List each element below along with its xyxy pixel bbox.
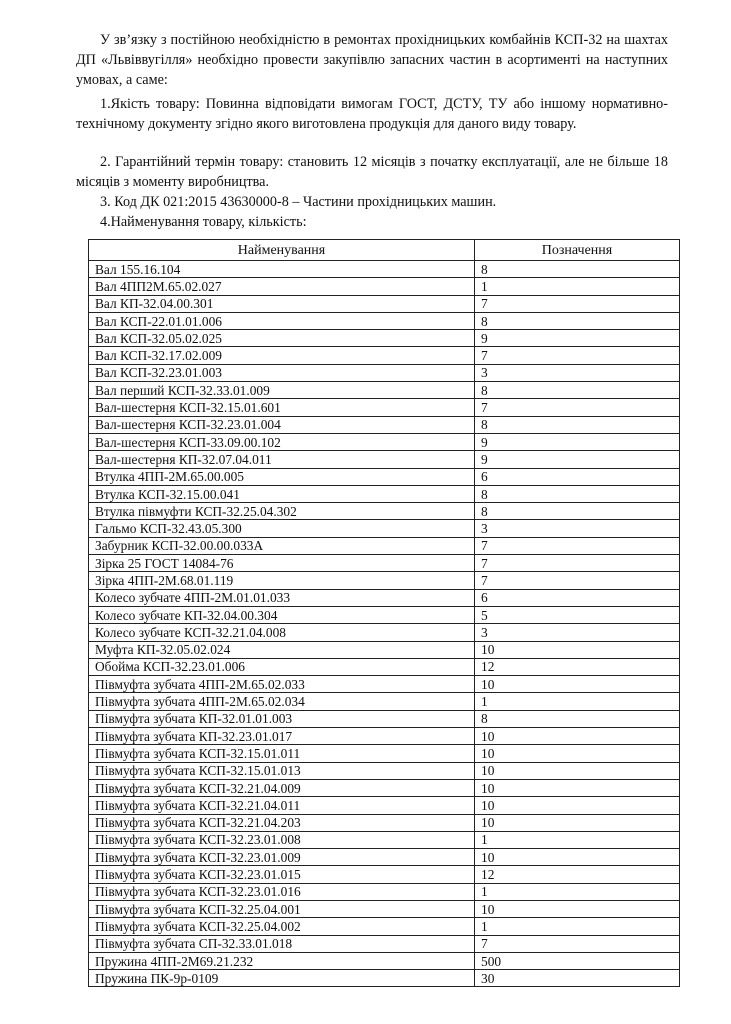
table-row [89, 261, 680, 278]
item-designation: 8 [475, 261, 680, 278]
item-designation: 500 [475, 952, 680, 969]
item-name: Півмуфта зубчата КСП-32.23.01.016 [89, 883, 475, 900]
table-row [89, 468, 680, 485]
item-designation: 10 [475, 762, 680, 779]
item-designation: 1 [475, 831, 680, 848]
item-designation: 7 [475, 347, 680, 364]
item-designation: 10 [475, 814, 680, 831]
table-row [89, 866, 680, 883]
item-designation: 3 [475, 364, 680, 381]
item-name: Колесо зубчате КП-32.04.00.304 [89, 606, 475, 623]
table-row [89, 883, 680, 900]
table-row [89, 382, 680, 399]
table-row [89, 693, 680, 710]
item-name: Вал-шестерня КСП-32.23.01.004 [89, 416, 475, 433]
item-designation: 10 [475, 728, 680, 745]
item-designation: 3 [475, 520, 680, 537]
item-name: Пружина 4ПП-2М69.21.232 [89, 952, 475, 969]
item-designation: 7 [475, 537, 680, 554]
item-name: Втулка півмуфти КСП-32.25.04.302 [89, 503, 475, 520]
table-row [89, 676, 680, 693]
item-designation: 9 [475, 451, 680, 468]
item-designation: 10 [475, 849, 680, 866]
table-row [89, 710, 680, 727]
item-name: Зірка 4ПП-2М.68.01.119 [89, 572, 475, 589]
item-name: Зірка 25 ГОСТ 14084-76 [89, 555, 475, 572]
table-row [89, 520, 680, 537]
item-designation: 7 [475, 399, 680, 416]
item-name: Півмуфта зубчата КСП-32.21.04.203 [89, 814, 475, 831]
item-designation: 8 [475, 312, 680, 329]
table-row [89, 762, 680, 779]
dk-code: 3. Код ДК 021:2015 43630000-8 – Частини прохідницьких машин. [100, 194, 497, 210]
item-designation: 8 [475, 485, 680, 502]
item-name: Півмуфта зубчата СП-32.33.01.018 [89, 935, 475, 952]
table-row [89, 900, 680, 917]
item-designation: 3 [475, 624, 680, 641]
table-header-row [89, 240, 680, 261]
table-row [89, 485, 680, 502]
item-designation: 1 [475, 883, 680, 900]
item-name: Півмуфта зубчата КП-32.23.01.017 [89, 728, 475, 745]
item-designation: 5 [475, 606, 680, 623]
item-name: Вал перший КСП-32.33.01.009 [89, 382, 475, 399]
item-designation: 1 [475, 918, 680, 935]
item-name: Гальмо КСП-32.43.05.300 [89, 520, 475, 537]
item-designation: 6 [475, 468, 680, 485]
item-name: Вал-шестерня КСП-33.09.00.102 [89, 433, 475, 450]
header-name: Найменування [89, 240, 475, 261]
item-name: Вал КСП-32.17.02.009 [89, 347, 475, 364]
item-designation: 9 [475, 433, 680, 450]
item-name: Вал 4ПП2М.65.02.027 [89, 278, 475, 295]
table-row [89, 278, 680, 295]
table-row [89, 555, 680, 572]
item-designation: 7 [475, 555, 680, 572]
table-row [89, 952, 680, 969]
item-designation: 10 [475, 745, 680, 762]
item-name: Втулка КСП-32.15.00.041 [89, 485, 475, 502]
item-name: Півмуфта зубчата КСП-32.23.01.008 [89, 831, 475, 848]
item-name: Муфта КП-32.05.02.024 [89, 641, 475, 658]
intro-paragraph: У зв’язку з постійною необхідністю в ремонтах прохідницьких комбайнів КСП-32 на шахтах ДП «Львіввугілля» необхідно провести закупівлю запасних частин в асортименті на наступних умовах, а саме: [76, 32, 668, 88]
item-designation: 10 [475, 797, 680, 814]
item-name: Вал-шестерня КСП-32.15.01.601 [89, 399, 475, 416]
item-designation: 8 [475, 503, 680, 520]
item-designation: 10 [475, 900, 680, 917]
item-designation: 7 [475, 295, 680, 312]
table-row [89, 728, 680, 745]
item-designation: 1 [475, 278, 680, 295]
quality-requirement: 1.Якість товару: Повинна відповідати вимогам ГОСТ, ДСТУ, ТУ або іншому нормативно-технічному документу згідно якого виготовлена продукція для даного виду товару. [76, 96, 668, 132]
item-designation: 8 [475, 710, 680, 727]
item-name: Забурник КСП-32.00.00.033А [89, 537, 475, 554]
item-name: Півмуфта зубчата КСП-32.21.04.011 [89, 797, 475, 814]
table-row [89, 970, 680, 987]
item-designation: 10 [475, 641, 680, 658]
item-designation: 12 [475, 866, 680, 883]
item-name: Обойма КСП-32.23.01.006 [89, 658, 475, 675]
item-name: Півмуфта зубчата КСП-32.25.04.001 [89, 900, 475, 917]
table-row [89, 779, 680, 796]
table-row [89, 312, 680, 329]
table-row [89, 641, 680, 658]
item-name: Півмуфта зубчата КСП-32.15.01.011 [89, 745, 475, 762]
item-name: Півмуфта зубчата КСП-32.23.01.009 [89, 849, 475, 866]
table-row [89, 364, 680, 381]
table-row [89, 572, 680, 589]
items-heading: 4.Найменування товару, кількість: [100, 214, 307, 230]
item-name: Вал-шестерня КП-32.07.04.011 [89, 451, 475, 468]
table-row [89, 745, 680, 762]
table-row [89, 849, 680, 866]
table-row [89, 330, 680, 347]
item-name: Вал КП-32.04.00.301 [89, 295, 475, 312]
table-row [89, 624, 680, 641]
table-row [89, 451, 680, 468]
item-name: Півмуфта зубчата 4ПП-2М.65.02.033 [89, 676, 475, 693]
table-row [89, 347, 680, 364]
table-row [89, 935, 680, 952]
item-designation: 10 [475, 676, 680, 693]
item-name: Втулка 4ПП-2М.65.00.005 [89, 468, 475, 485]
item-name: Півмуфта зубчата КП-32.01.01.003 [89, 710, 475, 727]
item-designation: 7 [475, 935, 680, 952]
table-row [89, 797, 680, 814]
warranty-term: 2. Гарантійний термін товару: становить 12 місяців з початку експлуатації, але не більше 18 місяців з моменту виробництва. [76, 154, 668, 190]
item-name: Півмуфта зубчата КСП-32.23.01.015 [89, 866, 475, 883]
item-name: Вал КСП-32.23.01.003 [89, 364, 475, 381]
item-name: Колесо зубчате КСП-32.21.04.008 [89, 624, 475, 641]
item-designation: 12 [475, 658, 680, 675]
table-row [89, 918, 680, 935]
table-row [89, 658, 680, 675]
item-designation: 6 [475, 589, 680, 606]
table-row [89, 606, 680, 623]
table-row [89, 537, 680, 554]
table-row [89, 295, 680, 312]
table-row [89, 503, 680, 520]
table-row [89, 399, 680, 416]
table-row [89, 589, 680, 606]
item-designation: 10 [475, 779, 680, 796]
item-name: Колесо зубчате 4ПП-2М.01.01.033 [89, 589, 475, 606]
table-row [89, 433, 680, 450]
item-name: Півмуфта зубчата 4ПП-2М.65.02.034 [89, 693, 475, 710]
header-designation: Позначення [475, 240, 680, 261]
item-name: Вал КСП-32.05.02.025 [89, 330, 475, 347]
table-row [89, 416, 680, 433]
item-name: Вал 155.16.104 [89, 261, 475, 278]
table-row [89, 814, 680, 831]
item-designation: 8 [475, 382, 680, 399]
item-designation: 30 [475, 970, 680, 987]
item-designation: 8 [475, 416, 680, 433]
item-name: Півмуфта зубчата КСП-32.25.04.002 [89, 918, 475, 935]
item-name: Пружина ПК-9р-0109 [89, 970, 475, 987]
item-designation: 7 [475, 572, 680, 589]
item-name: Вал КСП-22.01.01.006 [89, 312, 475, 329]
items-table [88, 239, 680, 987]
item-designation: 9 [475, 330, 680, 347]
table-row [89, 831, 680, 848]
table-body [89, 261, 680, 987]
item-designation: 1 [475, 693, 680, 710]
item-name: Півмуфта зубчата КСП-32.15.01.013 [89, 762, 475, 779]
item-name: Півмуфта зубчата КСП-32.21.04.009 [89, 779, 475, 796]
